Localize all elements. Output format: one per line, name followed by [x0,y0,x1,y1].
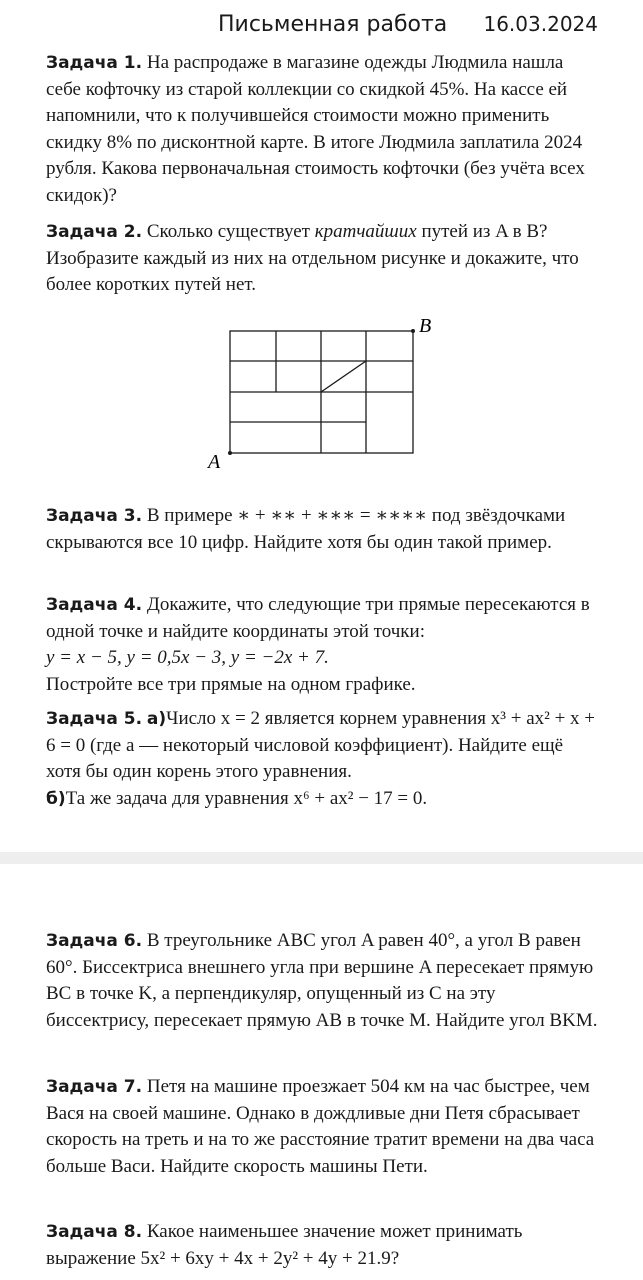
page-date: 16.03.2024 [483,12,598,36]
page-title: Письменная работа [218,12,448,37]
task-4 [46,592,602,698]
part-b-text: Та же задача для уравнения x⁶ + ax² − 17 = 0. [65,787,428,809]
task-label: Задача 4. [46,595,143,615]
task-text: Докажите, что следующие три прямые пересекаются в одной точке и найдите координаты этой точки: [46,594,590,642]
task-5 [46,706,602,812]
task-label: Задача 6. [46,931,143,951]
task-7 [46,1074,602,1180]
task-text: В примере ∗ + ∗∗ + ∗∗∗ = ∗∗∗∗ под звёздочками скрываются все 10 цифр. Найдите хотя бы один такой пример. [46,505,566,553]
task-text-b: путей из A в B? Изобразите каждый из них на отдельном рисунке и докажите, что более коротких путей нет. [46,221,579,295]
page-divider [0,852,643,864]
task-label: Задача 7. [46,1077,143,1097]
task-emphasis: кратчайших [314,221,417,242]
task-label: Задача 3. [46,506,143,526]
task-equations: y = x − 5, y = 0,5x − 3, y = −2x + 7. [46,647,329,668]
task-8 [46,1219,602,1272]
task-text-a: Сколько существует [146,221,310,242]
task-label: Задача 2. [46,222,143,242]
task-label: Задача 8. [46,1222,143,1242]
task-label: Задача 5. [46,709,143,729]
task-text: В треугольнике ABC угол A равен 40°, а угол B равен 60°. Биссектриса внешнего угла при вершине A пересекает прямую BC в точке K, а перпендикуляр, опущенный из C на эту биссектрису, пересекает прямую AB в точке M. Найдите угол BKM. [46,930,598,1031]
point-b-dot [411,329,415,333]
point-a-dot [228,451,232,455]
task-text: Какое наименьшее значение может принимать выражение 5x² + 6xy + 4x + 2y² + 4y + 21.9? [46,1221,523,1269]
task-1 [46,50,602,209]
task-3 [46,503,602,556]
task-2 [46,219,602,299]
page-header [0,12,643,40]
task-6 [46,928,602,1034]
part-a-label: а) [146,709,167,729]
task-label: Задача 1. [46,53,143,73]
grid-diagram [200,312,445,474]
task-text: На распродаже в магазине одежды Людмила нашла себе кофточку из старой коллекции со скидкой 45%. На кассе ей напомнили, что к получившейся стоимости можно применить скидку 8% по дисконтной карте. В итоге Людмила заплатила 2024 рубля. Какова первоначальная стоимость кофточки (без учёта всех скидок)? [46,52,585,206]
part-a-text: Число x = 2 является корнем уравнения x³ + ax² + x + 6 = 0 (где a — некоторый числовой коэффициент). Найдите ещё хотя бы один корень этого уравнения. [46,708,596,782]
part-b-label: б) [46,788,66,809]
point-a-label: A [208,451,221,473]
point-b-label: B [419,315,432,337]
task-text-end: Постройте все три прямые на одном графике. [46,673,416,695]
task-text: Петя на машине проезжает 504 км на час быстрее, чем Вася на своей машине. Однако в дождливые дни Петя сбрасывает скорость на треть и на то же расстояние тратит времени на два часа больше Васи. Найдите скорость машины Пети. [46,1076,595,1177]
